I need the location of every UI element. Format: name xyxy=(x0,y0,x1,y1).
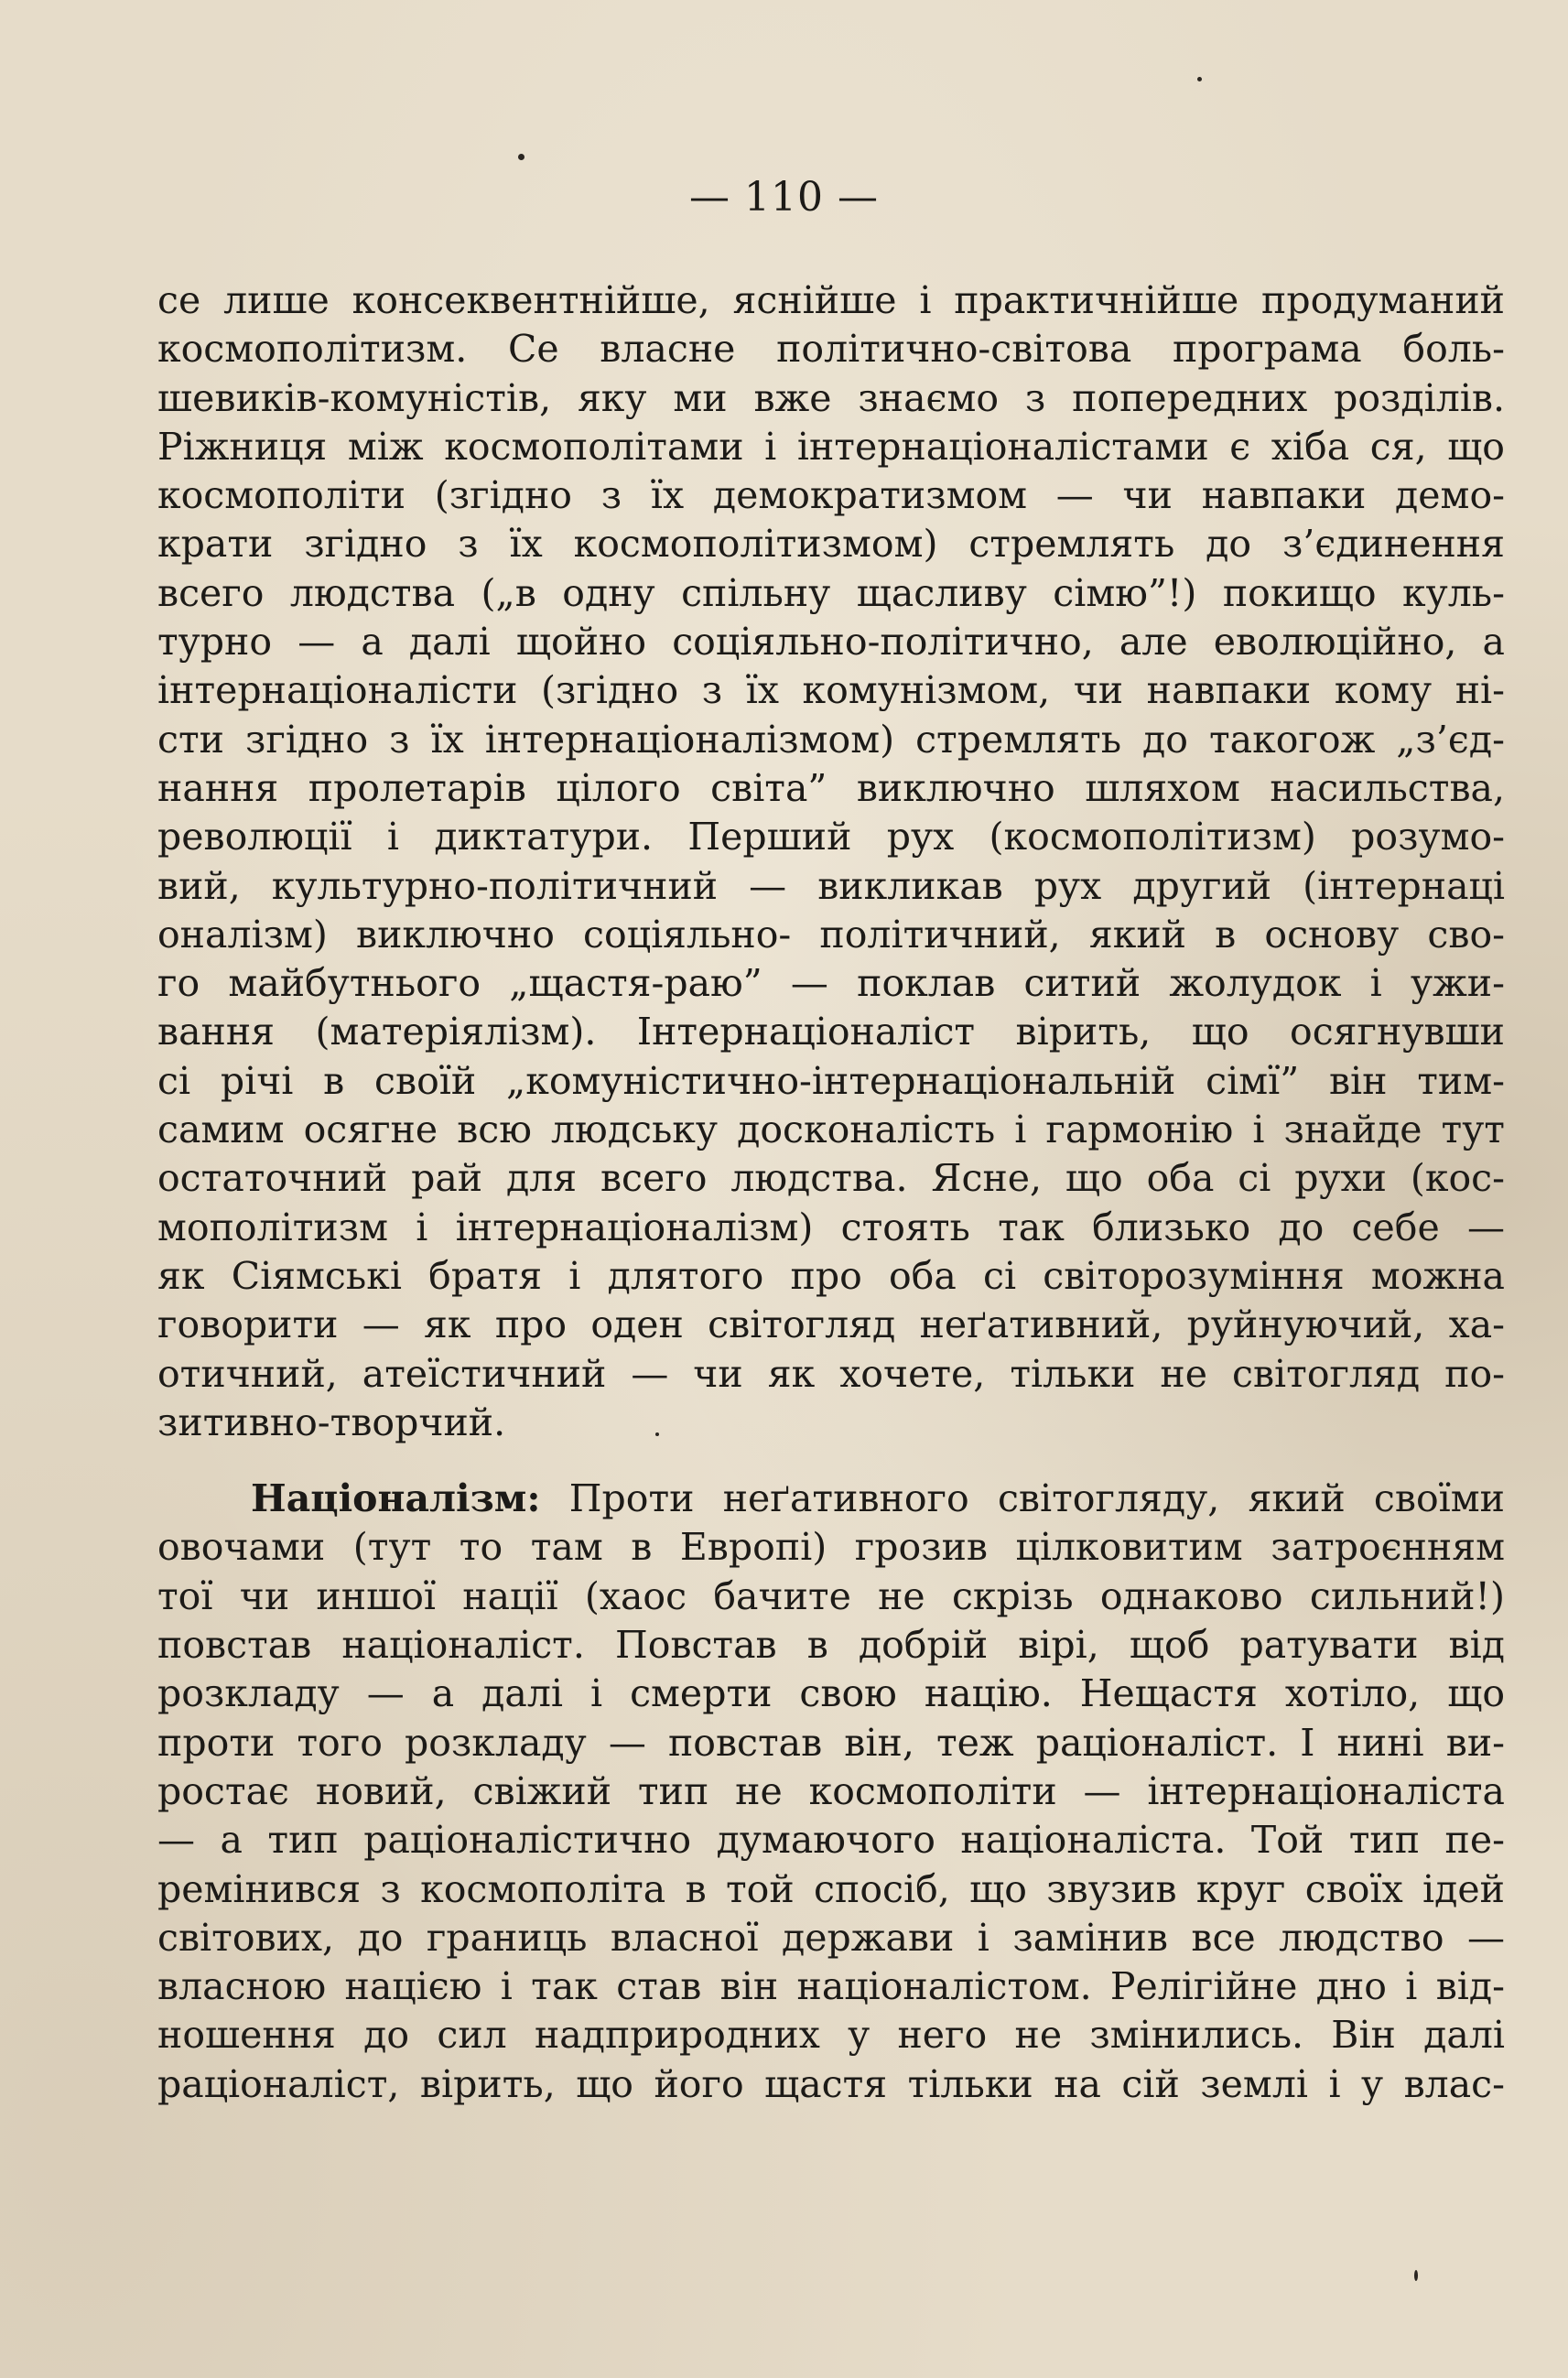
page-number: — 110 — xyxy=(689,174,879,221)
text-line: го майбутнього „щастя-раю” — поклав ситий жолудок і ужи- xyxy=(157,961,1505,1006)
section-lead-term: Націоналізм: xyxy=(251,1476,541,1521)
text-line: інтернаціоналісти (згідно з їх комунізмом, чи навпаки кому ні- xyxy=(157,668,1505,713)
text-line: самим осягне всю людську досконалість і гармонію і знайде тут xyxy=(157,1108,1505,1152)
text-line: сти згідно з їх інтернаціоналізмом) стремлять до такогож „з’єд- xyxy=(157,717,1505,762)
text-line: крати згідно з їх космополітизмом) стремлять до з’єдинення xyxy=(157,522,1505,567)
text-line: турно — а далі щойно соціяльно-політично, але еволюційно, а xyxy=(157,620,1505,665)
text-line: вий, культурно-політичний — викликав рух другий (інтернаці xyxy=(157,863,1505,908)
text-line: космополітизм. Се власне політично-світова програма боль- xyxy=(157,327,1505,372)
body-text xyxy=(157,276,1505,2109)
text-line xyxy=(157,1475,1505,1523)
text-line: сі річі в своїй „комуністично-інтернаціональній сімї” він тим- xyxy=(157,1058,1505,1103)
print-speck xyxy=(655,1432,659,1436)
text-line: проти того розкладу — повстав він, теж раціоналіст. І нині ви- xyxy=(157,1720,1505,1765)
text-line: говорити — як про оден світогляд неґативний, руйнуючий, ха- xyxy=(157,1302,1505,1347)
print-speck xyxy=(518,154,524,160)
text-line: ношення до сил надприродних у него не змінились. Він далі xyxy=(157,2013,1505,2058)
text-line: отичний, атеїстичний — чи як хочете, тільки не світогляд по- xyxy=(157,1351,1505,1396)
text-line: космополіти (згідно з їх демократизмом — чи навпаки демо- xyxy=(157,473,1505,518)
paragraph-cosmopolitanism xyxy=(157,276,1505,1447)
print-speck xyxy=(1414,2270,1418,2281)
text-line: Ріжниця між космополітами і інтернаціоналістами є хіба ся, що xyxy=(157,424,1505,469)
text-line: всего людства („в одну спільну щасливу сімю”!) покищо куль- xyxy=(157,570,1505,615)
text-line: ремінився з космополіта в той спосіб, що звузив круг своїх ідей xyxy=(157,1866,1505,1911)
paragraph-gap xyxy=(157,1447,1505,1475)
print-speck xyxy=(1197,77,1202,81)
text-line: шевиків-комуністів, яку ми вже знаємо з попередних розділів. xyxy=(157,375,1505,420)
text-line: зитивно-творчий. xyxy=(157,1400,506,1444)
text-line: розкладу — а далі і смерти свою націю. Нещастя хотіло, що xyxy=(157,1671,1505,1716)
text-line: ростає новий, свіжий тип не космополіти — інтернаціоналіста xyxy=(157,1768,1505,1813)
text-line: се лише консеквентнійше, яснійше і практичнійше продуманий xyxy=(157,278,1505,322)
text-line: раціоналіст, вірить, що його щастя тільки на сій землі і у влас- xyxy=(157,2061,1505,2106)
text-line: світових, до границь власної держави і замінив все людство — xyxy=(157,1915,1505,1960)
text-line: як Сіямські братя і длятого про оба сі світорозуміння можна xyxy=(157,1253,1505,1298)
text-line: мополітизм і інтернаціоналізм) стоять так близько до себе — xyxy=(157,1205,1505,1249)
text-line: овочами (тут то там в Европі) грозив цілковитим затроєнням xyxy=(157,1525,1505,1570)
text-line: нання пролетарів цілого світа” виключно шляхом насильства, xyxy=(157,765,1505,810)
text-line: революції і диктатури. Перший рух (космополітизм) розумо- xyxy=(157,815,1505,859)
text-line: тої чи иншої нації (хаос бачите не скрізь однаково сильний!) xyxy=(157,1573,1505,1618)
text-line: — а тип раціоналістично думаючого націоналіста. Той тип пе- xyxy=(157,1818,1505,1863)
text-line: оналізм) виключно соціяльно- політичний, який в основу сво- xyxy=(157,912,1505,957)
text-line: остаточний рай для всего людства. Ясне, що оба сі рухи (кос- xyxy=(157,1156,1505,1201)
text-line: вання (матеріялізм). Інтернаціоналіст вірить, що осягнувши xyxy=(157,1010,1505,1054)
line-text: Проти неґативного світогляду, який своїми xyxy=(568,1476,1505,1521)
text-line: власною нацією і так став він націоналістом. Релігійне дно і від- xyxy=(157,1964,1505,2009)
paragraph-nationalism xyxy=(157,1475,1505,2109)
text-line: повстав націоналіст. Повстав в добрій вірі, щоб ратувати від xyxy=(157,1623,1505,1668)
